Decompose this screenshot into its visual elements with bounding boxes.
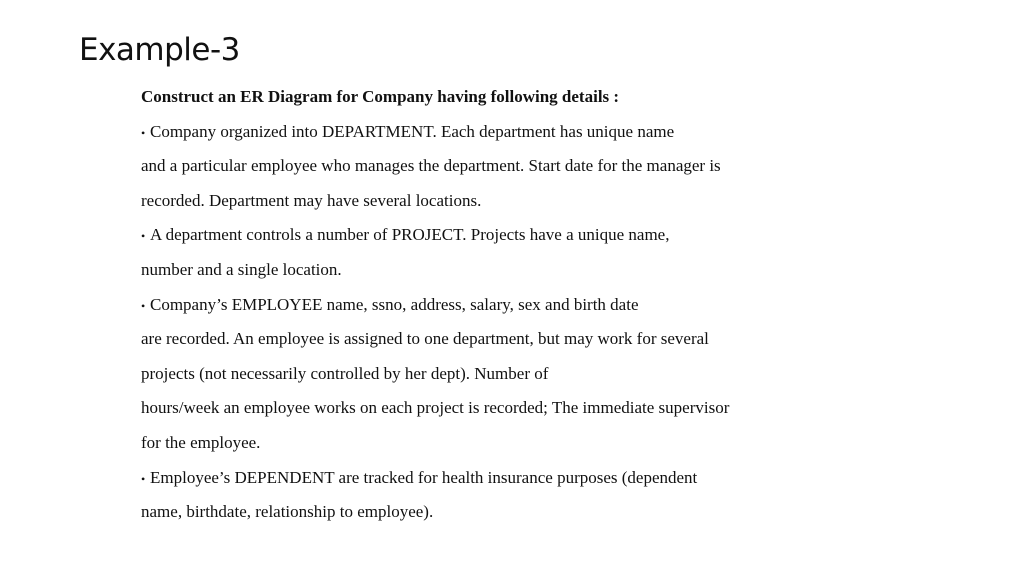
bullet-icon: • xyxy=(141,229,146,244)
body-line: name, birthdate, relationship to employee). xyxy=(141,502,434,522)
body-line: recorded. Department may have several locations. xyxy=(141,190,482,210)
slide-title: Example-3 xyxy=(79,32,240,68)
bullet-icon: • xyxy=(141,471,146,486)
line-text: A department controls a number of PROJECT. Projects have a unique name, xyxy=(150,225,670,245)
slide-heading: Construct an ER Diagram for Company having following details : xyxy=(141,87,620,106)
body-line: for the employee. xyxy=(141,432,261,452)
body-line: are recorded. An employee is assigned to one department, but may work for several xyxy=(141,329,709,349)
bullet-icon: • xyxy=(141,298,146,313)
line-text: Employee’s DEPENDENT are tracked for health insurance purposes (dependent xyxy=(150,467,698,487)
line-text: Company’s EMPLOYEE name, ssno, address, salary, sex and birth date xyxy=(150,294,639,314)
body-line: number and a single location. xyxy=(141,259,342,279)
bullet-line xyxy=(141,294,841,329)
bullet-line xyxy=(141,467,841,502)
body-line: and a particular employee who manages the department. Start date for the manager is xyxy=(141,156,721,176)
bullet-icon: • xyxy=(141,125,146,140)
body-line: hours/week an employee works on each project is recorded; The immediate supervisor xyxy=(141,398,730,418)
bullet-line xyxy=(141,224,841,259)
slide-body xyxy=(141,86,841,536)
body-line: projects (not necessarily controlled by her dept). Number of xyxy=(141,363,549,383)
bullet-line xyxy=(141,121,841,156)
line-text: Company organized into DEPARTMENT. Each department has unique name xyxy=(150,121,675,141)
